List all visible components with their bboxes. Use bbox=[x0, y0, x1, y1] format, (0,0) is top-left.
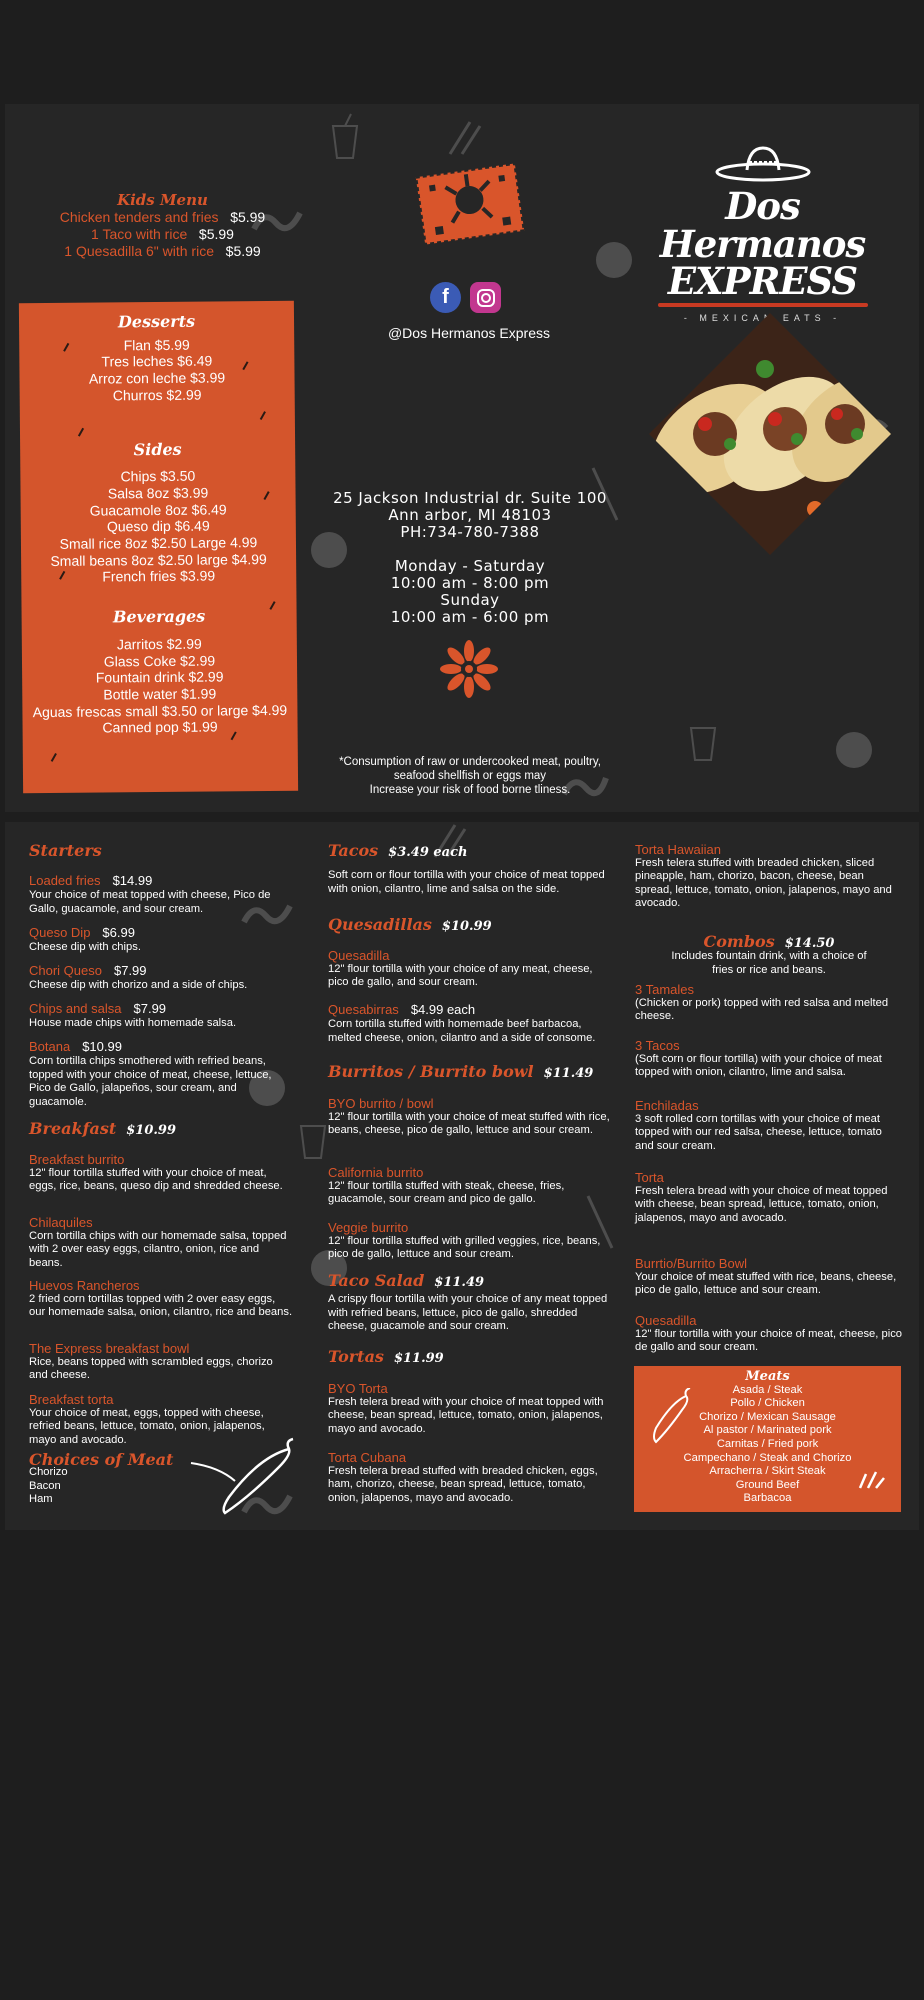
menu-item: Queso Dip $6.99 Cheese dip with chips. bbox=[29, 925, 141, 954]
starters-section bbox=[29, 841, 102, 860]
quesadillas-section bbox=[328, 915, 613, 934]
address-line: 25 Jackson Industrial dr. Suite 100 bbox=[333, 489, 607, 507]
taco-salad-title: Taco Salad bbox=[328, 1271, 425, 1290]
menu-item: BYO burrito / bowl 12" flour tortilla with your choice of meat stuffed with rice, beans, cheese, pico de gallo, lettuce and sour cream. bbox=[328, 1096, 610, 1137]
side-item: Guacamole 8oz $6.49 bbox=[89, 501, 227, 519]
menu-inside-panel bbox=[5, 822, 919, 1530]
beverage-item: Bottle water $1.99 bbox=[103, 685, 217, 703]
side-item: Queso dip $6.49 bbox=[106, 517, 210, 535]
breakfast-price: $10.99 bbox=[126, 1123, 176, 1138]
tortas-price: $11.99 bbox=[393, 1351, 444, 1366]
hours-days: Sunday bbox=[440, 591, 500, 609]
social-handle: @Dos Hermanos Express bbox=[387, 325, 551, 341]
quesadillas-title: Quesadillas bbox=[328, 915, 432, 934]
facebook-icon[interactable]: f bbox=[430, 282, 461, 313]
hours-time: 10:00 am - 6:00 pm bbox=[390, 608, 550, 626]
hours-days: Monday - Saturday bbox=[394, 557, 546, 575]
menu-item: Chori Queso $7.99 Cheese dip with chorizo and a side of chips. bbox=[29, 963, 248, 992]
beverage-item: Aguas frescas small $3.50 or large $4.99 bbox=[32, 701, 288, 720]
menu-item: BYO Torta Fresh telera bread with your choice of meat topped with cheese, bean spread, lettuce, tomato, onion, jalapenos, mayo and avocado. bbox=[328, 1381, 604, 1435]
restaurant-logo bbox=[635, 144, 890, 323]
combos-section bbox=[635, 932, 903, 977]
beverage-item: Fountain drink $2.99 bbox=[95, 668, 224, 686]
tacos-title: Tacos bbox=[328, 841, 379, 860]
side-item: Small rice 8oz $2.50 Large 4.99 bbox=[59, 534, 258, 552]
beverages-title: Beverages bbox=[112, 606, 206, 627]
menu-item: 3 Tamales (Chicken or pork) topped with red salsa and melted cheese. bbox=[635, 982, 889, 1023]
meat-item: Arracherra / Skirt Steak bbox=[709, 1465, 826, 1478]
chili-pepper-icon bbox=[189, 1437, 299, 1517]
menu-item: Enchiladas 3 soft rolled corn tortillas with your choice of meat topped with our red salsa, cheese, lettuce, tomato and sour cream. bbox=[635, 1098, 882, 1152]
choice-item: Bacon bbox=[29, 1479, 61, 1492]
menu-item: Torta Fresh telera bread with your choice of meat topped with cheese, bean spread, lettuce, tomato, onion, jalapenos, mayo and avocado. bbox=[635, 1170, 888, 1224]
dessert-item: Churros $2.99 bbox=[112, 386, 202, 404]
menu-item: Loaded fries $14.99 Your choice of meat topped with cheese, Pico de Gallo, guacamole, and sour cream. bbox=[29, 873, 271, 915]
food-safety-disclaimer: *Consumption of raw or undercooked meat, poultry, seafood shellfish or eggs may Increase your risk of food borne tliness. bbox=[339, 756, 601, 796]
tomato-icon bbox=[590, 234, 638, 282]
chili-pepper-icon bbox=[642, 1388, 692, 1448]
menu-item: Chips and salsa $7.99 House made chips with homemade salsa. bbox=[29, 1001, 237, 1030]
tomato-icon bbox=[830, 724, 878, 772]
meat-item: Pollo / Chicken bbox=[730, 1397, 805, 1410]
beverage-item: Jarritos $2.99 bbox=[116, 635, 202, 653]
kids-menu bbox=[55, 192, 270, 260]
meat-item: Barbacoa bbox=[743, 1492, 792, 1505]
dessert-item: Flan $5.99 bbox=[123, 336, 190, 353]
address-line: Ann arbor, MI 48103 bbox=[388, 506, 552, 524]
breakfast-section bbox=[29, 1119, 176, 1138]
desserts-sides-beverages-board bbox=[19, 301, 298, 793]
tortas-section bbox=[328, 1347, 613, 1366]
menu-item: The Express breakfast bowl Rice, beans topped with scrambled eggs, chorizo and cheese. bbox=[29, 1341, 273, 1382]
meat-item: Carnitas / Fried pork bbox=[716, 1437, 819, 1450]
starters-title: Starters bbox=[29, 841, 102, 860]
combos-title: Combos bbox=[703, 932, 775, 951]
menu-item: Huevos Rancheros 2 fried corn tortillas topped with 2 over easy eggs, our homemade salsa, onion, cilantro, rice and beans. bbox=[29, 1278, 293, 1319]
menu-item: Quesabirras $4.99 each Corn tortilla stuffed with homemade beef barbacoa, melted cheese, onion, cilantro and a side of consome. bbox=[328, 1002, 596, 1044]
sombrero-icon bbox=[713, 144, 813, 182]
meat-item: Al pastor / Marinated pork bbox=[703, 1424, 832, 1437]
store-info bbox=[315, 490, 625, 626]
menu-item: Veggie burrito 12" flour tortilla stuffed with grilled veggies, rice, beans, pico de gallo, lettuce and sour cream. bbox=[328, 1220, 601, 1261]
meat-item: Ground Beef bbox=[735, 1478, 800, 1491]
tortas-title: Tortas bbox=[328, 1347, 384, 1366]
desserts-title: Desserts bbox=[117, 311, 196, 332]
meat-item: Campechano / Steak and Chorizo bbox=[683, 1451, 852, 1464]
papel-picado-banner-icon bbox=[414, 160, 526, 248]
sides-title: Sides bbox=[133, 439, 182, 459]
kids-menu-title: Kids Menu bbox=[117, 191, 208, 209]
logo-underline bbox=[658, 303, 868, 307]
choice-item: Ham bbox=[29, 1493, 53, 1506]
menu-item: Quesadilla 12" flour tortilla with your choice of meat, cheese, pico de gallo and sour cream. bbox=[635, 1313, 903, 1354]
dessert-item: Tres leches $6.49 bbox=[101, 352, 213, 370]
side-item: Small beans 8oz $2.50 large $4.99 bbox=[50, 550, 267, 569]
kids-item: 1 Taco with rice $5.99 bbox=[91, 226, 234, 242]
beverage-item: Canned pop $1.99 bbox=[102, 718, 218, 736]
fork-knife-icon bbox=[440, 114, 484, 158]
choice-item: Chorizo bbox=[29, 1466, 68, 1479]
cup-icon bbox=[325, 112, 365, 162]
menu-front-panel bbox=[5, 104, 919, 812]
logo-line-2: EXPRESS bbox=[667, 259, 858, 303]
menu-item: Torta Hawaiian Fresh telera stuffed with breaded chicken, sliced pineapple, ham, chorizo, bacon, cheese, bean spread, lettuce, tomato, onion, jalapenos, mayo and avocado. bbox=[635, 842, 892, 910]
meat-item: Asada / Steak bbox=[732, 1383, 803, 1396]
phone-number: PH:734-780-7388 bbox=[400, 523, 540, 541]
menu-item: Burrtio/Burrito Bowl Your choice of meat stuffed with rice, beans, cheese, pico de gallo, lettuce and sour cream. bbox=[635, 1256, 897, 1297]
menu-item: Breakfast torta Your choice of meat, eggs, topped with cheese, refried beans, lettuce, tomato, onion, jalapenos, mayo and avocado. bbox=[29, 1392, 265, 1446]
menu-item: 3 Tacos (Soft corn or flour tortilla) with your choice of meat topped with onion, cilantro, lime and salsa. bbox=[635, 1038, 882, 1079]
quesadillas-price: $10.99 bbox=[441, 919, 492, 934]
social-icons bbox=[430, 282, 501, 313]
kids-item: 1 Quesadilla 6" with rice $5.99 bbox=[64, 243, 261, 259]
logo-tagline: - MEXICAN EATS - bbox=[683, 313, 842, 323]
tacos-section: Tacos $3.49 each Soft corn or flour tortilla with your choice of meat topped with onion, cilantro, lime and salsa on the side. bbox=[328, 841, 605, 895]
burritos-price: $11.49 bbox=[543, 1066, 594, 1081]
meats-box bbox=[634, 1366, 901, 1512]
logo-line-1: Dos Hermanos bbox=[659, 184, 866, 266]
choices-of-meat-section bbox=[29, 1450, 199, 1507]
side-item: French fries $3.99 bbox=[102, 567, 216, 585]
side-item: Chips $3.50 bbox=[120, 467, 196, 485]
menu-item: California burrito 12" flour tortilla stuffed with steak, cheese, fries, guacamole, sour cream and pico de gallo. bbox=[328, 1165, 565, 1206]
cup-icon bbox=[295, 1112, 331, 1162]
tacos-price: $3.49 each bbox=[388, 845, 468, 860]
menu-item: Chilaquiles Corn tortilla chips with our homemade salsa, topped with 2 over easy eggs, cilantro, onion, rice and beans. bbox=[29, 1215, 287, 1269]
burritos-section bbox=[328, 1062, 613, 1081]
taco-salad-price: $11.49 bbox=[434, 1275, 485, 1290]
hours-time: 10:00 am - 8:00 pm bbox=[390, 574, 550, 592]
dessert-item: Arroz con leche $3.99 bbox=[88, 369, 226, 387]
cup-icon bbox=[685, 714, 721, 764]
combos-subtitle: Includes fountain drink, with a choice of fries or rice and beans. bbox=[671, 950, 867, 976]
sparkle-lines-icon bbox=[856, 1466, 886, 1492]
flower-icon bbox=[439, 639, 499, 699]
menu-item: Quesadilla 12" flour tortilla with your choice of any meat, cheese, pico de gallo, and sour cream. bbox=[328, 948, 593, 989]
combos-price: $14.50 bbox=[784, 936, 835, 951]
beverage-item: Glass Coke $2.99 bbox=[103, 652, 216, 670]
menu-item: Breakfast burrito 12" flour tortilla stuffed with your choice of meat, eggs, rice, beans, queso dip and shredded cheese. bbox=[29, 1152, 283, 1193]
side-item: Salsa 8oz $3.99 bbox=[107, 484, 209, 502]
breakfast-title: Breakfast bbox=[29, 1119, 117, 1138]
tacos-photo bbox=[645, 309, 895, 559]
kids-item: Chicken tenders and fries $5.99 bbox=[59, 209, 266, 225]
meat-item: Chorizo / Mexican Sausage bbox=[699, 1410, 836, 1423]
taco-salad-section: Taco Salad $11.49 A crispy flour tortilla with your choice of any meat topped with refried beans, lettuce, pico de gallo, shredded cheese, guacamole and sour cream. bbox=[328, 1271, 608, 1333]
choices-title: Choices of Meat bbox=[29, 1450, 174, 1469]
meats-title: Meats bbox=[745, 1369, 790, 1384]
burritos-title: Burritos / Burrito bowl bbox=[328, 1062, 534, 1081]
instagram-icon[interactable] bbox=[470, 282, 501, 313]
menu-item: Botana $10.99 Corn tortilla chips smothered with refried beans, topped with your choice of meat, cheese, lettuce, Pico de Gallo, jalapeños, sour cream, and guacamole. bbox=[29, 1039, 272, 1108]
menu-item: Torta Cubana Fresh telera bread stuffed with breaded chicken, eggs, ham, chorizo, cheese, bean spread, lettuce, tomato, onion, jalapenos, mayo and avocado. bbox=[328, 1450, 598, 1504]
